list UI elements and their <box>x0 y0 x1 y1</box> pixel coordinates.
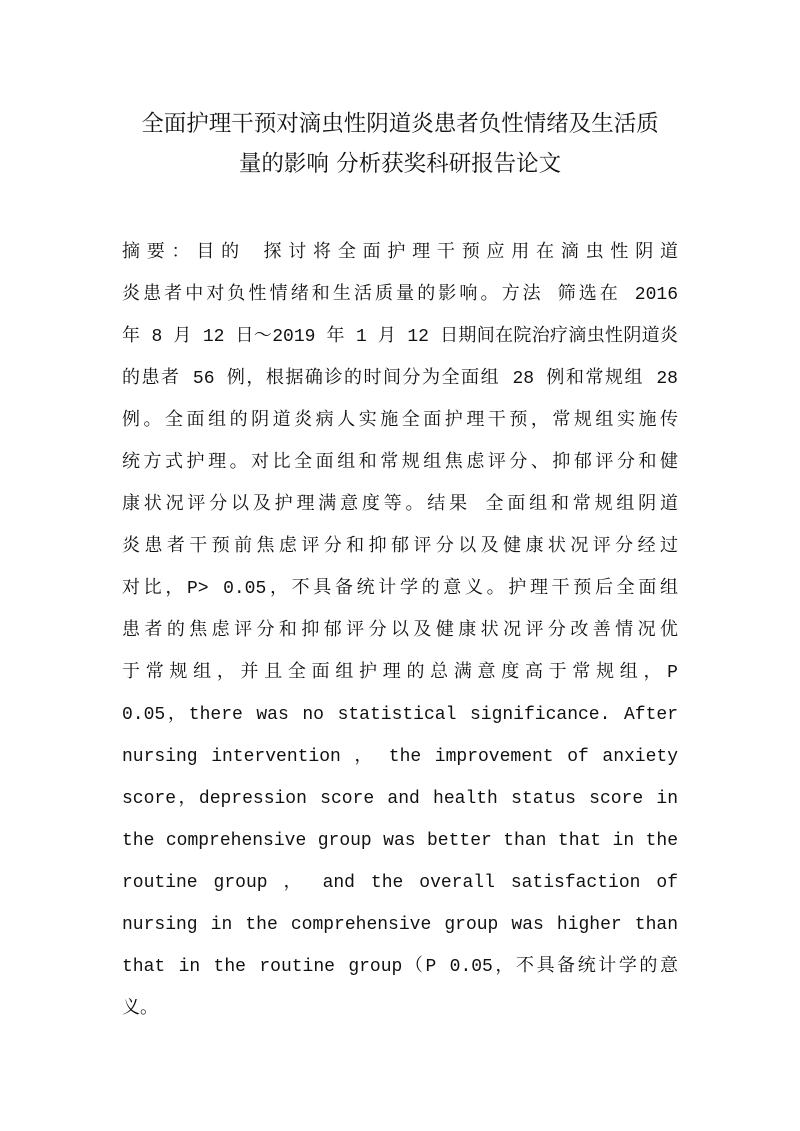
text-line: 的患者 56 例，根据确诊的时间分为全面组 28 例和常规组 28 <box>122 369 678 389</box>
text-line: 0.05，there was no statistical significance. After <box>122 705 678 725</box>
title-line-1: 全面护理干预对滴虫性阴道炎患者负性情绪及生活质 <box>141 111 659 137</box>
text-line: 义。 <box>122 999 158 1019</box>
text-line: 患者的焦虑评分和抑郁评分以及健康状况评分改善情况优 <box>122 621 678 641</box>
text-line: 摘要：目的 探讨将全面护理干预应用在滴虫性阴道 <box>122 243 678 263</box>
text-line: nursing in the comprehensive group was higher than <box>122 915 678 935</box>
page-title <box>110 104 690 184</box>
text-line: 康状况评分以及护理满意度等。结果 全面组和常规组阴道 <box>122 495 678 515</box>
text-line: that in the routine group（P 0.05，不具备统计学的意 <box>122 957 678 977</box>
text-line: 于常规组，并且全面组护理的总满意度高于常规组，P <box>122 663 678 683</box>
text-line: routine group ， and the overall satisfaction of <box>122 873 678 893</box>
text-line: 对比，P> 0.05，不具备统计学的意义。护理干预后全面组 <box>122 579 678 599</box>
text-line: 炎患者中对负性情绪和生活质量的影响。方法 筛选在 2016 <box>122 285 678 305</box>
text-line: score，depression score and health status score in <box>122 789 678 809</box>
text-line: 年 8 月 12 日～2019 年 1 月 12 日期间在院治疗滴虫性阴道炎 <box>122 327 678 347</box>
text-line: the comprehensive group was better than that in the <box>122 831 678 851</box>
text-line: nursing intervention ， the improvement of anxiety <box>122 747 678 767</box>
text-line: 统方式护理。对比全面组和常规组焦虑评分、抑郁评分和健 <box>122 453 678 473</box>
abstract-paragraph <box>122 232 678 1030</box>
text-line: 炎患者干预前焦虑评分和抑郁评分以及健康状况评分经过 <box>122 537 678 557</box>
title-line-2: 量的影响 分析获奖科研报告论文 <box>238 151 562 177</box>
text-line: 例。全面组的阴道炎病人实施全面护理干预，常规组实施传 <box>122 411 678 431</box>
